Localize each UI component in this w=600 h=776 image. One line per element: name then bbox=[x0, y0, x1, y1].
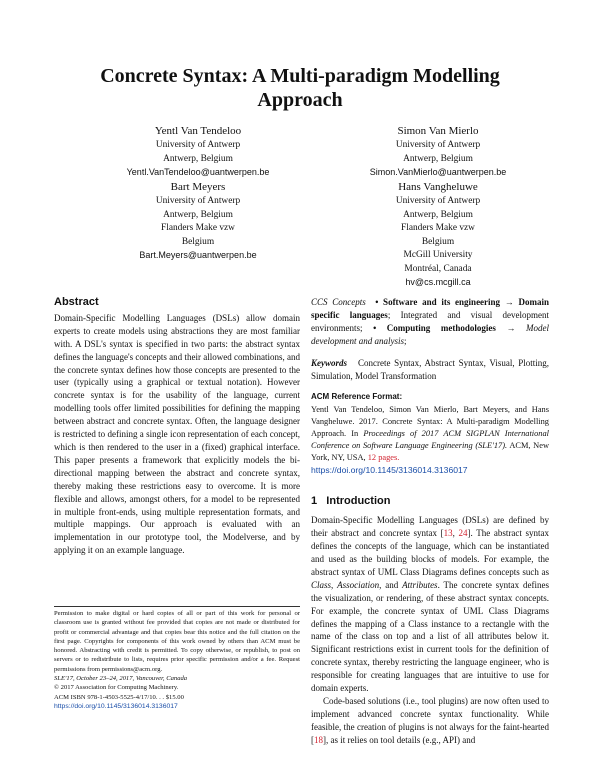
author-location: Antwerp, Belgium bbox=[403, 153, 473, 164]
author-affiliation: University of Antwerp bbox=[155, 196, 241, 206]
footnote-doi-link[interactable]: https://doi.org/10.1145/3136014.3136017 bbox=[54, 702, 178, 710]
intro-paragraph-2 bbox=[311, 695, 549, 747]
author-email[interactable]: Bart.Meyers@uantwerpen.be bbox=[139, 250, 257, 260]
author-location: Antwerp, Belgium bbox=[403, 209, 473, 220]
isbn-text: ACM ISBN 978-1-4503-5525-4/17/10. . . $15.00 bbox=[54, 693, 184, 701]
author-email[interactable]: Yentl.VanTendeloo@uantwerpen.be bbox=[126, 167, 270, 177]
author-email[interactable]: hv@cs.mcgill.ca bbox=[405, 277, 471, 287]
paper-title bbox=[0, 64, 600, 112]
author-name: Simon Van Mierlo bbox=[397, 125, 479, 137]
intro-text: Domain-Specific Modelling Languages (DSLs) are defined by their abstract and concrete syntax [ bbox=[311, 515, 549, 539]
author-affiliation: University of Antwerp bbox=[155, 140, 241, 150]
ccs-item-2: • Computing methodologies bbox=[373, 322, 496, 333]
intro-text: The concrete syntax defines the visualization, or rendering, of these abstract syntax concepts. For example, the concrete syntax of UML Class Diagrams defines the mapping of a Class instance to a rectangle with the name of the class on top and a list of all attributes below it. Significant restrictions exist in current tools for the definition of concrete syntax, thereby restricting the language engineer, who is responsible for creating languages that are intuitive to use for domain experts. bbox=[311, 579, 549, 694]
intro-text: ], as it relies on tool details (e.g., API) and bbox=[323, 734, 476, 745]
reference-text-2: ACM, New York, NY, USA, bbox=[311, 441, 549, 463]
author-name: Yentl Van Tendeloo bbox=[154, 125, 242, 137]
title-line-1: Concrete Syntax: A Multi-paradigm Modelling bbox=[100, 65, 500, 87]
reference-doi-link[interactable]: https://doi.org/10.1145/3136014.3136017 bbox=[311, 465, 468, 476]
term-class: Class bbox=[311, 579, 332, 590]
author-block-3 bbox=[88, 180, 308, 263]
reference-pages-link[interactable]: 12 pages. bbox=[367, 453, 400, 463]
abstract-heading: Abstract bbox=[54, 296, 99, 308]
keywords-text: Concrete Syntax, Abstract Syntax, Visual, Plotting, Simulation, Model Transformation bbox=[311, 357, 550, 381]
keywords-label: Keywords bbox=[311, 357, 347, 368]
author-email[interactable]: Simon.VanMierlo@uantwerpen.be bbox=[369, 167, 507, 177]
term-attributes: Attributes bbox=[402, 579, 438, 590]
abstract-section bbox=[54, 296, 300, 557]
author-location-3: Montréal, Canada bbox=[404, 263, 472, 274]
citation-link[interactable]: 18 bbox=[314, 734, 323, 745]
intro-text: , bbox=[452, 528, 459, 539]
section-title: Introduction bbox=[326, 495, 391, 508]
citation-link[interactable]: 13 bbox=[443, 528, 453, 539]
author-affiliation-3: McGill University bbox=[403, 250, 473, 260]
author-location: Antwerp, Belgium bbox=[163, 153, 233, 164]
author-affiliation: University of Antwerp bbox=[395, 196, 481, 206]
author-country: Belgium bbox=[421, 236, 455, 247]
copyright-text: © 2017 Association for Computing Machinery. bbox=[54, 684, 179, 692]
title-line-2: Approach bbox=[257, 89, 343, 111]
reference-text-1: Yentl Van Tendeloo, Simon Van Mierlo, Bart Meyers, and Hans Vangheluwe. 2017. Concrete Syntax: A Multi-paradigm Modelling Approach. In bbox=[311, 405, 549, 439]
ccs-label: CCS Concepts bbox=[311, 297, 366, 307]
ccs-item-1-sub: Domain specific languages bbox=[311, 297, 550, 320]
arrow-icon: → bbox=[506, 322, 516, 333]
author-name: Hans Vangheluwe bbox=[398, 181, 478, 193]
ccs-concepts bbox=[311, 296, 549, 348]
section-number: 1 bbox=[311, 495, 318, 508]
right-column bbox=[311, 296, 549, 747]
ccs-item-1-tail: ; Integrated and visual development environments; bbox=[311, 309, 549, 333]
author-country: Belgium bbox=[181, 236, 215, 247]
permission-text: Permission to make digital or hard copies of all or part of this work for personal or classroom use is granted without fee provided that copies are not made or distributed for profit or commercial advantage and that copies bear this notice and the full citation on the first page. Copyrights for components of this work owned by others than ACM must be honored. Abstracting with credit is permitted. To copy otherwise, or republish, to post on servers or to redistribute to lists, requires prior specific permission and/or a fee. Request permissions from permissions@acm.org. bbox=[54, 610, 300, 673]
ccs-item-2-tail: ; bbox=[403, 335, 407, 346]
author-block-4 bbox=[328, 180, 548, 290]
author-affiliation: University of Antwerp bbox=[395, 140, 481, 150]
permission-footnote bbox=[54, 606, 300, 711]
author-block-1 bbox=[88, 124, 308, 180]
author-block-2 bbox=[328, 124, 548, 180]
intro-heading bbox=[311, 495, 549, 508]
abstract-text: Domain-Specific Modelling Languages (DSLs) allow domain experts to create models using abstractions they are most familiar with. A DSL's syntax is specified in two parts: the abstract syntax defines the language's concepts and their allowed combinations, and the concrete syntax defines how those concepts are presented to the user (typically using a graphical or textual notation). However concrete syntax is for the usability of the language, current modelling tools offer limited possibilities for defining the mapping between abstract and concrete syntax. Often, the language designer is restricted to defining a single icon representation of each concept, which is then rendered to the user in a (fixed) graphical interface. This paper presents a framework that explicitly models the bi-directional mapping between the abstract and concrete syntax, thereby making these restrictions easy to overcome. It is more flexible and allows, amongst others, for a model to be represented in multiple front-ends, using multiple representation formats, and multiple mappings. Our approach is evaluated with an implementation in our prototype tool, the Modelverse, and by applying it on an example language. bbox=[54, 312, 300, 556]
venue-text: SLE'17, October 23–24, 2017, Vancouver, Canada bbox=[54, 675, 188, 683]
arrow-icon: → bbox=[504, 297, 514, 307]
term-association: Association bbox=[337, 579, 380, 590]
ccs-item-1: • Software and its engineering bbox=[375, 297, 501, 307]
author-location: Antwerp, Belgium bbox=[163, 209, 233, 220]
intro-text: Code-based solutions (i.e., tool plugins) are now often used to implement advanced concrete syntax functionality. While feasible, the creation of plugins is not always for the faint-hearted [ bbox=[311, 695, 549, 745]
keywords bbox=[311, 357, 549, 383]
author-name: Bart Meyers bbox=[170, 181, 226, 193]
reference-label: ACM Reference Format: bbox=[311, 392, 403, 402]
reference-text bbox=[311, 404, 549, 477]
author-affiliation-2: Flanders Make vzw bbox=[401, 223, 475, 233]
reference-proceedings: Proceedings of 2017 ACM SIGPLAN International Conference on Software Language Engineering (SLE'17). bbox=[311, 429, 549, 451]
intro-paragraph-1: Domain-Specific Modelling Languages (DSLs) are defined by their abstract and concrete syntax [13, 24]. The abstract syntax defines the concepts of the language, which can be instantiated and used as the building blocks of models. For example, the abstract syntax of UML Class Diagrams defines concepts such as Class, Association, and Attributes. The concrete syntax defines the visualization, or rendering, of these abstract syntax concepts. For example, the concrete syntax of UML Class Diagrams defines the mapping of a Class instance to a rectangle with the name of the class on top and a list of all attributes below it. Significant restrictions exist in current tools for the definition of concrete syntax, thereby restricting the language engineer, who is responsible for creating languages that are intuitive to use for domain experts. bbox=[311, 515, 550, 694]
ccs-item-2-sub: Model development and analysis bbox=[311, 322, 550, 346]
intro-text: ]. The abstract syntax defines the concepts of the language, which can be instantiated and used as the building blocks of models. For example, the abstract syntax of UML Class Diagrams defines concepts such as bbox=[311, 528, 550, 577]
citation-link[interactable]: 24 bbox=[458, 528, 468, 539]
author-affiliation-2: Flanders Make vzw bbox=[161, 223, 235, 233]
acm-reference bbox=[311, 391, 549, 477]
